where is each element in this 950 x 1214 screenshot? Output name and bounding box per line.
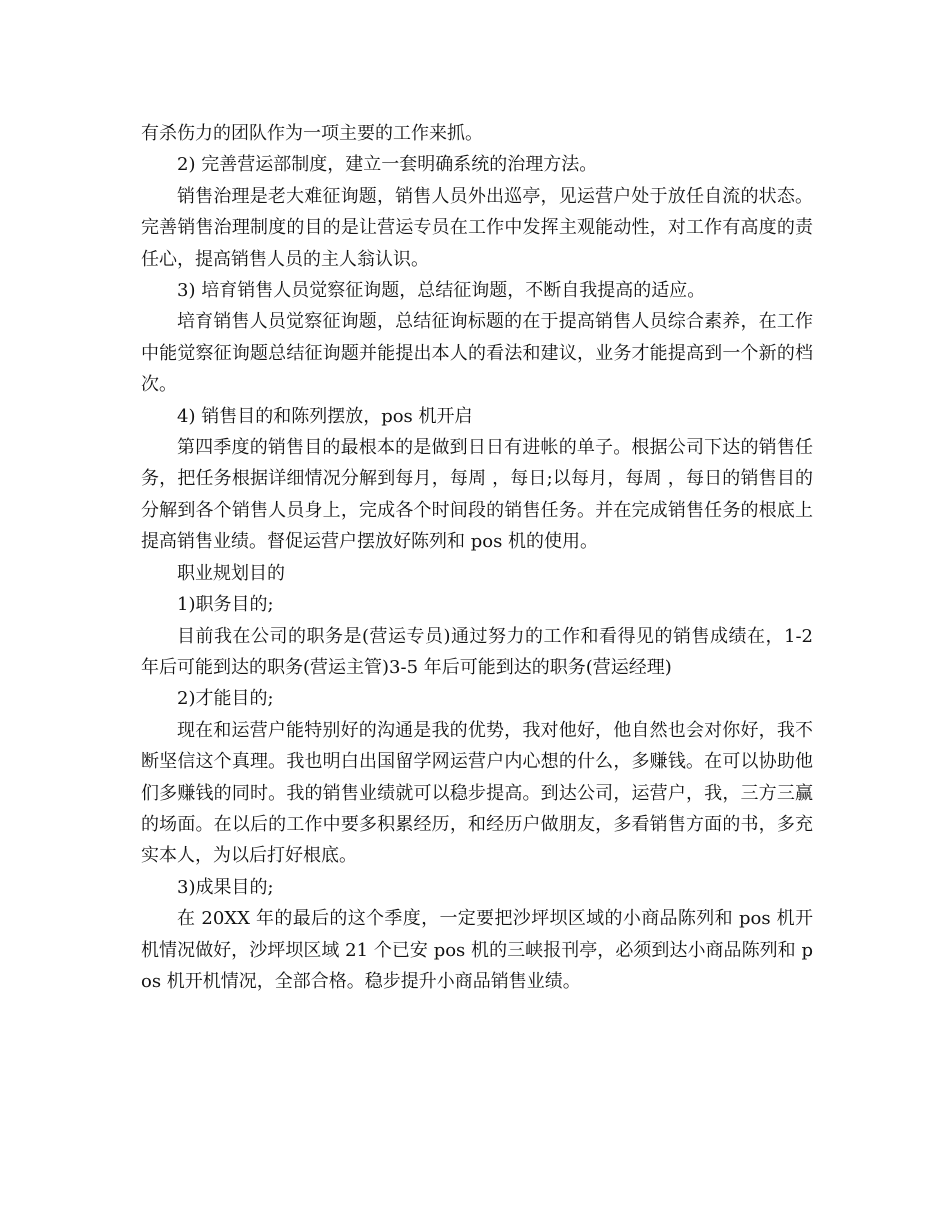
paragraph-7: 第四季度的销售目的最根本的是做到日日有进帐的单子。根据公司下达的销售任务，把任务根据详细情况分解到每月，每周 ，每日;以每月，每周 ，每日的销售目的分解到各个销售人员身上，完成各个时间段的销售任务。并在完成销售任务的根底上提高销售业绩。督促运营户摆放好陈列和 pos 机的使用。 [141, 437, 813, 553]
document-body [141, 118, 813, 997]
paragraph-9: 1)职务目的; [177, 594, 274, 616]
paragraph-3: 销售治理是老大难征询题，销售人员外出巡亭，见运营户处于放任自流的状态。完善销售治理制度的目的是让营运专员在工作中发挥主观能动性，对工作有高度的责任心，提高销售人员的主人翁认识。 [141, 185, 813, 270]
paragraph-14: 在 20XX 年的最后的这个季度，一定要把沙坪坝区域的小商品陈列和 pos 机开机情况做好，沙坪坝区域 21 个已安 pos 机的三峡报刊亭，必须到达小商品陈列和 pos 机开机情况，全部合格。稳步提升小商品销售业绩。 [141, 908, 813, 992]
paragraph-13: 3)成果目的; [177, 876, 274, 898]
paragraph-2: 2) 完善营运部制度，建立一套明确系统的治理方法。 [177, 154, 598, 176]
paragraph-10: 目前我在公司的职务是(营运专员)通过努力的工作和看得见的销售成绩在，1-2 年后可能到达的职务(营运主管)3-5 年后可能到达的职务(营运经理) [141, 625, 813, 678]
paragraph-12: 现在和运营户能特别好的沟通是我的优势，我对他好，他自然也会对你好，我不断坚信这个真理。我也明白出国留学网运营户内心想的什么，多赚钱。在可以协助他们多赚钱的同时。我的销售业绩就可以稳步提高。到达公司，运营户，我，三方三赢的场面。在以后的工作中要多积累经历，和经历户做朋友，多看销售方面的书，多充实本人，为以后打好根底。 [141, 719, 813, 867]
paragraph-5: 培育销售人员觉察征询题，总结征询标题的在于提高销售人员综合素养，在工作中能觉察征询题总结征询题并能提出本人的看法和建议，业务才能提高到一个新的档次。 [141, 311, 813, 396]
paragraph-1: 有杀伤力的团队作为一项主要的工作来抓。 [141, 123, 483, 144]
paragraph-11: 2)才能目的; [177, 688, 274, 710]
paragraph-4: 3) 培育销售人员觉察征询题，总结征询题，不断自我提高的适应。 [177, 280, 706, 302]
paragraph-6: 4) 销售目的和陈列摆放，pos 机开启 [177, 405, 473, 427]
paragraph-8: 职业规划目的 [177, 562, 285, 584]
